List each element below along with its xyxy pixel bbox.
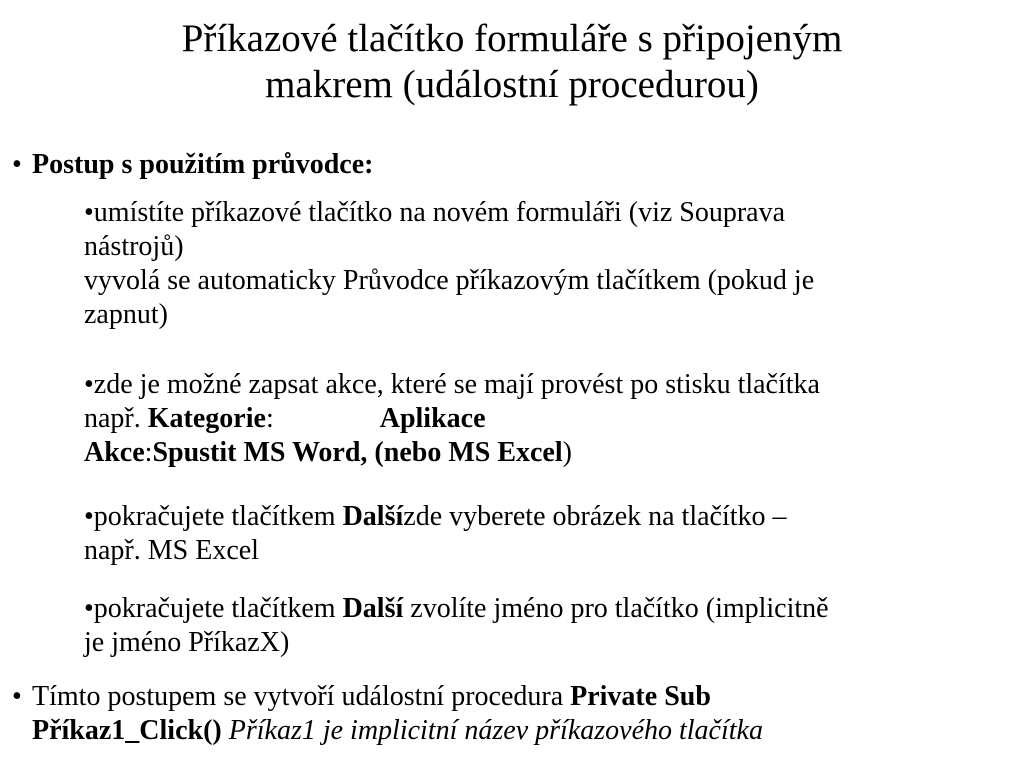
bullet-timto-text: Tímto postupem se vytvoří událostní procedura — [32, 681, 571, 712]
title-line-1: Příkazové tlačítko formuláře s připojeným — [181, 17, 843, 60]
bullet-postup-text: Postup s použitím průvodce: — [32, 149, 374, 180]
bullet-marker: • — [12, 149, 22, 180]
sub-item-4-line-1 — [84, 592, 996, 626]
slide-title — [0, 16, 1024, 108]
bullet-timto-line-2 — [12, 714, 1002, 748]
sub-item-1-line-3: vyvolá se automaticky Průvodce příkazovým tlačítkem (pokud je — [84, 265, 815, 296]
sub-item-3-line-1 — [84, 500, 996, 534]
sub-item-3-bold: Další — [342, 501, 404, 532]
kategorie-value: Aplikace — [379, 403, 486, 434]
napr-text: např. — [84, 403, 148, 434]
akce-value: Spustit MS Word, (nebo MS Excel — [152, 437, 563, 468]
akce-colon: : — [144, 437, 153, 468]
sub-item-2-line-1: •zde je možné zapsat akce, které se mají provést po stisku tlačítka — [84, 369, 820, 400]
kategorie-colon: : — [265, 403, 274, 434]
akce-close-paren: ) — [562, 437, 572, 468]
implicit-name-note: Příkaz1 je implicitní název příkazového tlačítka — [221, 715, 763, 746]
sub-item-1-line-2: nástrojů) — [84, 231, 184, 262]
sub-item-obrazek — [84, 500, 996, 568]
prikaz-click-text: Příkaz1_Click() — [32, 715, 222, 746]
sub-item-1-line-1: •umístíte příkazové tlačítko na novém formuláři (viz Souprava — [84, 197, 786, 228]
sub-item-4-prefix: •pokračujete tlačítkem — [84, 593, 343, 624]
sub-item-2-line-2 — [84, 402, 996, 436]
sub-item-1-line-4: zapnut) — [84, 299, 168, 330]
sub-item-3-line-2: např. MS Excel — [84, 535, 259, 566]
sub-item-jmeno — [84, 592, 996, 660]
sub-item-umistite — [84, 196, 996, 332]
sub-item-2-line-3 — [84, 436, 996, 470]
sub-item-4-bold: Další — [342, 593, 404, 624]
sub-item-akce — [84, 368, 996, 470]
sub-item-4-suffix: zvolíte jméno pro tlačítko (implicitně — [403, 593, 829, 624]
title-line-2: makrem (událostní procedurou) — [265, 63, 759, 106]
kategorie-label: Kategorie — [147, 403, 266, 434]
sub-item-4-line-2: je jméno PříkazX) — [84, 627, 290, 658]
bullet-marker-2: • — [12, 681, 22, 712]
bullet-timto — [12, 680, 1002, 748]
sub-item-3-prefix: •pokračujete tlačítkem — [84, 501, 343, 532]
sub-item-3-suffix: zde vyberete obrázek na tlačítko – — [403, 501, 787, 532]
bullet-timto-line-1 — [12, 680, 1002, 714]
akce-label: Akce — [84, 437, 145, 468]
bullet-postup — [12, 148, 1002, 182]
private-sub-text: Private Sub — [570, 681, 711, 712]
